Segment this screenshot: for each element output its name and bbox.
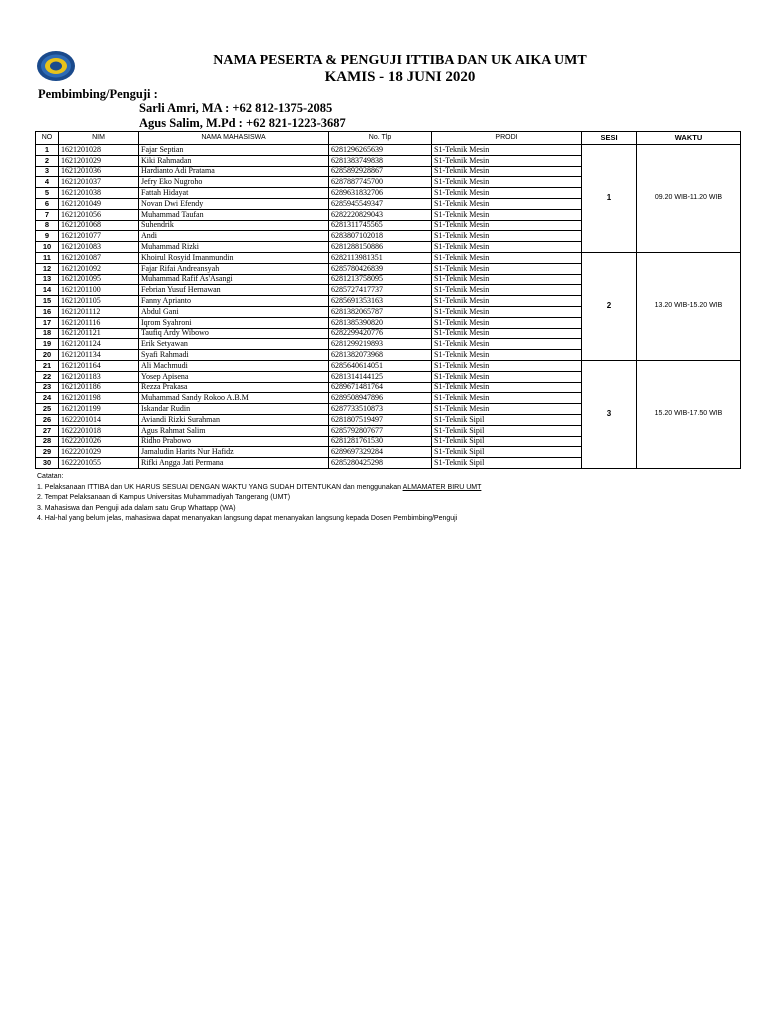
cell-no: 21 xyxy=(36,360,59,371)
cell-nim: 1622201055 xyxy=(59,458,139,469)
cell-tlp: 6281213758095 xyxy=(329,274,432,285)
cell-prodi: S1-Teknik Mesin xyxy=(432,382,582,393)
pembimbing-label: Pembimbing/Penguji : xyxy=(38,87,158,101)
cell-prodi: S1-Teknik Sipil xyxy=(432,425,582,436)
cell-no: 23 xyxy=(36,382,59,393)
cell-prodi: S1-Teknik Mesin xyxy=(432,220,582,231)
cell-nama: Jamaludin Harits Nur Hafidz xyxy=(139,447,329,458)
cell-prodi: S1-Teknik Mesin xyxy=(432,328,582,339)
cell-nim: 1622201026 xyxy=(59,436,139,447)
cell-prodi: S1-Teknik Mesin xyxy=(432,404,582,415)
cell-no: 3 xyxy=(36,166,59,177)
cell-nim: 1621201199 xyxy=(59,404,139,415)
cell-nim: 1622201018 xyxy=(59,425,139,436)
cell-no: 28 xyxy=(36,436,59,447)
cell-prodi: S1-Teknik Sipil xyxy=(432,458,582,469)
participants-table xyxy=(35,131,741,469)
cell-tlp: 6281311745565 xyxy=(329,220,432,231)
cell-nama: Hardianto Adi Pratama xyxy=(139,166,329,177)
cell-nama: Novan Dwi Efendy xyxy=(139,198,329,209)
note-1-underline: ALMAMATER BIRU UMT xyxy=(402,483,482,491)
cell-prodi: S1-Teknik Mesin xyxy=(432,177,582,188)
notes xyxy=(37,472,481,525)
cell-prodi: S1-Teknik Mesin xyxy=(432,252,582,263)
cell-nama: Muhammad Sandy Rokoo A.B.M xyxy=(139,393,329,404)
cell-tlp: 6285792807677 xyxy=(329,425,432,436)
cell-tlp: 6281288150886 xyxy=(329,242,432,253)
cell-tlp: 6289508947896 xyxy=(329,393,432,404)
cell-tlp: 6289697329284 xyxy=(329,447,432,458)
cell-nim: 1621201198 xyxy=(59,393,139,404)
cell-prodi: S1-Teknik Mesin xyxy=(432,393,582,404)
cell-tlp: 6287733510873 xyxy=(329,404,432,415)
table-row xyxy=(36,360,741,371)
cell-nama: Agus Rahmat Salim xyxy=(139,425,329,436)
cell-tlp: 6285945549347 xyxy=(329,198,432,209)
cell-nim: 1621201124 xyxy=(59,339,139,350)
cell-tlp: 6281299219893 xyxy=(329,339,432,350)
note-1-text: 1. Pelaksanaan ITTIBA dan UK HARUS SESUAI DENGAN WAKTU YANG SUDAH DITENTUKAN dan menggunakan xyxy=(37,483,403,491)
cell-tlp: 6289631832706 xyxy=(329,188,432,199)
cell-prodi: S1-Teknik Mesin xyxy=(432,231,582,242)
cell-nim: 1621201029 xyxy=(59,155,139,166)
header-sesi: SESI xyxy=(582,132,637,145)
cell-no: 9 xyxy=(36,231,59,242)
session-number: 2 xyxy=(582,252,637,360)
cell-no: 2 xyxy=(36,155,59,166)
cell-prodi: S1-Teknik Mesin xyxy=(432,296,582,307)
cell-nim: 1621201186 xyxy=(59,382,139,393)
header-no: NO xyxy=(36,132,59,145)
cell-prodi: S1-Teknik Mesin xyxy=(432,145,582,156)
cell-nim: 1621201095 xyxy=(59,274,139,285)
cell-nim: 1621201068 xyxy=(59,220,139,231)
cell-no: 27 xyxy=(36,425,59,436)
cell-nim: 1621201164 xyxy=(59,360,139,371)
cell-no: 22 xyxy=(36,371,59,382)
notes-heading: Catatan: xyxy=(37,473,64,480)
cell-tlp: 6281314144125 xyxy=(329,371,432,382)
cell-nim: 1621201038 xyxy=(59,188,139,199)
cell-prodi: S1-Teknik Mesin xyxy=(432,188,582,199)
cell-nama: Fajar Septian xyxy=(139,145,329,156)
cell-nama: Jefry Eko Nugroho xyxy=(139,177,329,188)
cell-no: 12 xyxy=(36,263,59,274)
cell-tlp: 6285892928867 xyxy=(329,166,432,177)
cell-prodi: S1-Teknik Sipil xyxy=(432,414,582,425)
header-nama: NAMA MAHASISWA xyxy=(139,132,329,145)
cell-nama: Febrian Yusuf Hernawan xyxy=(139,285,329,296)
cell-nim: 1621201028 xyxy=(59,145,139,156)
note-1 xyxy=(37,483,481,494)
cell-no: 11 xyxy=(36,252,59,263)
cell-no: 16 xyxy=(36,306,59,317)
cell-tlp: 6281807519497 xyxy=(329,414,432,425)
cell-nama: Erik Setyawan xyxy=(139,339,329,350)
cell-prodi: S1-Teknik Mesin xyxy=(432,371,582,382)
cell-prodi: S1-Teknik Mesin xyxy=(432,360,582,371)
cell-prodi: S1-Teknik Mesin xyxy=(432,209,582,220)
cell-prodi: S1-Teknik Sipil xyxy=(432,436,582,447)
cell-tlp: 6285280425298 xyxy=(329,458,432,469)
table-header-row xyxy=(36,132,741,145)
cell-nama: Ali Machmudi xyxy=(139,360,329,371)
cell-tlp: 6287887745700 xyxy=(329,177,432,188)
cell-nama: Suhendrik xyxy=(139,220,329,231)
table-row xyxy=(36,252,741,263)
session-time: 13.20 WIB-15.20 WIB xyxy=(637,252,741,360)
note-4: 4. Hal-hal yang belum jelas, mahasiswa dapat menanyakan langsung dapat menanyakan langsung kepada Dosen Pembimbing/Penguji xyxy=(37,515,458,522)
cell-tlp: 6281383749838 xyxy=(329,155,432,166)
cell-nama: Rifki Angga Jati Permana xyxy=(139,458,329,469)
cell-no: 10 xyxy=(36,242,59,253)
header-nim: NIM xyxy=(59,132,139,145)
cell-nim: 1621201056 xyxy=(59,209,139,220)
table-row xyxy=(36,145,741,156)
cell-nama: Aviandi Rizki Surahman xyxy=(139,414,329,425)
cell-nim: 1621201037 xyxy=(59,177,139,188)
session-number: 3 xyxy=(582,360,637,468)
cell-tlp: 6281296265639 xyxy=(329,145,432,156)
cell-tlp: 6285727417737 xyxy=(329,285,432,296)
cell-no: 19 xyxy=(36,339,59,350)
cell-nama: Iqrom Syahroni xyxy=(139,317,329,328)
cell-prodi: S1-Teknik Sipil xyxy=(432,447,582,458)
cell-no: 15 xyxy=(36,296,59,307)
cell-no: 14 xyxy=(36,285,59,296)
cell-nama: Kiki Rahmadan xyxy=(139,155,329,166)
cell-no: 1 xyxy=(36,145,59,156)
cell-nim: 1621201100 xyxy=(59,285,139,296)
cell-nim: 1621201087 xyxy=(59,252,139,263)
cell-nim: 1621201134 xyxy=(59,350,139,361)
cell-nama: Iskandar Rudin xyxy=(139,404,329,415)
cell-nama: Khoirul Rosyid Imanmundin xyxy=(139,252,329,263)
guide-1: Sarli Amri, MA : +62 812-1375-2085 xyxy=(139,101,333,115)
cell-tlp: 6281382073968 xyxy=(329,350,432,361)
cell-tlp: 6283807102018 xyxy=(329,231,432,242)
cell-prodi: S1-Teknik Mesin xyxy=(432,339,582,350)
cell-prodi: S1-Teknik Mesin xyxy=(432,198,582,209)
cell-no: 17 xyxy=(36,317,59,328)
cell-prodi: S1-Teknik Mesin xyxy=(432,166,582,177)
cell-nama: Rezza Prakasa xyxy=(139,382,329,393)
cell-no: 26 xyxy=(36,414,59,425)
cell-nama: Fajar Rifai Andreansyah xyxy=(139,263,329,274)
cell-prodi: S1-Teknik Mesin xyxy=(432,155,582,166)
cell-no: 7 xyxy=(36,209,59,220)
cell-nama: Muhammad Taufan xyxy=(139,209,329,220)
cell-nama: Syafi Rahmadi xyxy=(139,350,329,361)
cell-prodi: S1-Teknik Mesin xyxy=(432,317,582,328)
cell-prodi: S1-Teknik Mesin xyxy=(432,306,582,317)
cell-tlp: 6285691353163 xyxy=(329,296,432,307)
cell-nama: Muhammad Rizki xyxy=(139,242,329,253)
cell-prodi: S1-Teknik Mesin xyxy=(432,350,582,361)
cell-prodi: S1-Teknik Mesin xyxy=(432,285,582,296)
note-3: 3. Mahasiswa dan Penguji ada dalam satu Grup Whattapp (WA) xyxy=(37,504,236,512)
cell-no: 24 xyxy=(36,393,59,404)
note-2: 2. Tempat Pelaksanaan di Kampus Universitas Muhammadiyah Tangerang (UMT) xyxy=(37,494,291,501)
cell-nim: 1622201014 xyxy=(59,414,139,425)
cell-nim: 1621201112 xyxy=(59,306,139,317)
cell-prodi: S1-Teknik Mesin xyxy=(432,274,582,285)
cell-tlp: 6285780426839 xyxy=(329,263,432,274)
guide-2: Agus Salim, M.Pd : +62 821-1223-3687 xyxy=(139,116,346,130)
cell-nama: Andi xyxy=(139,231,329,242)
cell-nim: 1621201092 xyxy=(59,263,139,274)
cell-no: 8 xyxy=(36,220,59,231)
header-tlp: No. Tlp xyxy=(329,132,432,145)
cell-tlp: 6282220829043 xyxy=(329,209,432,220)
cell-prodi: S1-Teknik Mesin xyxy=(432,242,582,253)
cell-tlp: 6285640614051 xyxy=(329,360,432,371)
page-date: KAMIS - 18 JUNI 2020 xyxy=(324,69,476,85)
session-number: 1 xyxy=(582,145,637,253)
cell-tlp: 6282299420776 xyxy=(329,328,432,339)
cell-no: 5 xyxy=(36,188,59,199)
cell-no: 13 xyxy=(36,274,59,285)
cell-nim: 1621201077 xyxy=(59,231,139,242)
cell-nim: 1621201049 xyxy=(59,198,139,209)
cell-nama: Ridho Prabowo xyxy=(139,436,329,447)
cell-no: 20 xyxy=(36,350,59,361)
cell-no: 6 xyxy=(36,198,59,209)
cell-nim: 1622201029 xyxy=(59,447,139,458)
cell-nama: Muhammad Rafif As'Asangi xyxy=(139,274,329,285)
cell-nim: 1621201183 xyxy=(59,371,139,382)
cell-no: 4 xyxy=(36,177,59,188)
header-prodi: PRODI xyxy=(432,132,582,145)
cell-nama: Taufiq Ardy Wibowo xyxy=(139,328,329,339)
page-title: NAMA PESERTA & PENGUJI ITTIBA DAN UK AIKA UMT xyxy=(213,53,587,68)
session-time: 09.20 WIB-11.20 WIB xyxy=(637,145,741,253)
cell-nim: 1621201036 xyxy=(59,166,139,177)
cell-no: 30 xyxy=(36,458,59,469)
cell-no: 18 xyxy=(36,328,59,339)
cell-nim: 1621201121 xyxy=(59,328,139,339)
cell-tlp: 6281385390820 xyxy=(329,317,432,328)
cell-nim: 1621201083 xyxy=(59,242,139,253)
cell-tlp: 6281281761530 xyxy=(329,436,432,447)
cell-nama: Yosep Apisena xyxy=(139,371,329,382)
university-logo-icon xyxy=(36,50,76,82)
cell-no: 25 xyxy=(36,404,59,415)
cell-nim: 1621201105 xyxy=(59,296,139,307)
cell-tlp: 6289671481764 xyxy=(329,382,432,393)
cell-no: 29 xyxy=(36,447,59,458)
table-body xyxy=(36,145,741,469)
header-waktu: WAKTU xyxy=(637,132,741,145)
cell-prodi: S1-Teknik Mesin xyxy=(432,263,582,274)
cell-nim: 1621201116 xyxy=(59,317,139,328)
cell-nama: Abdul Gani xyxy=(139,306,329,317)
cell-tlp: 6282113981351 xyxy=(329,252,432,263)
cell-nama: Fattah Hidayat xyxy=(139,188,329,199)
cell-nama: Fanny Aprianto xyxy=(139,296,329,307)
cell-tlp: 6281382065787 xyxy=(329,306,432,317)
session-time: 15.20 WIB-17.50 WIB xyxy=(637,360,741,468)
